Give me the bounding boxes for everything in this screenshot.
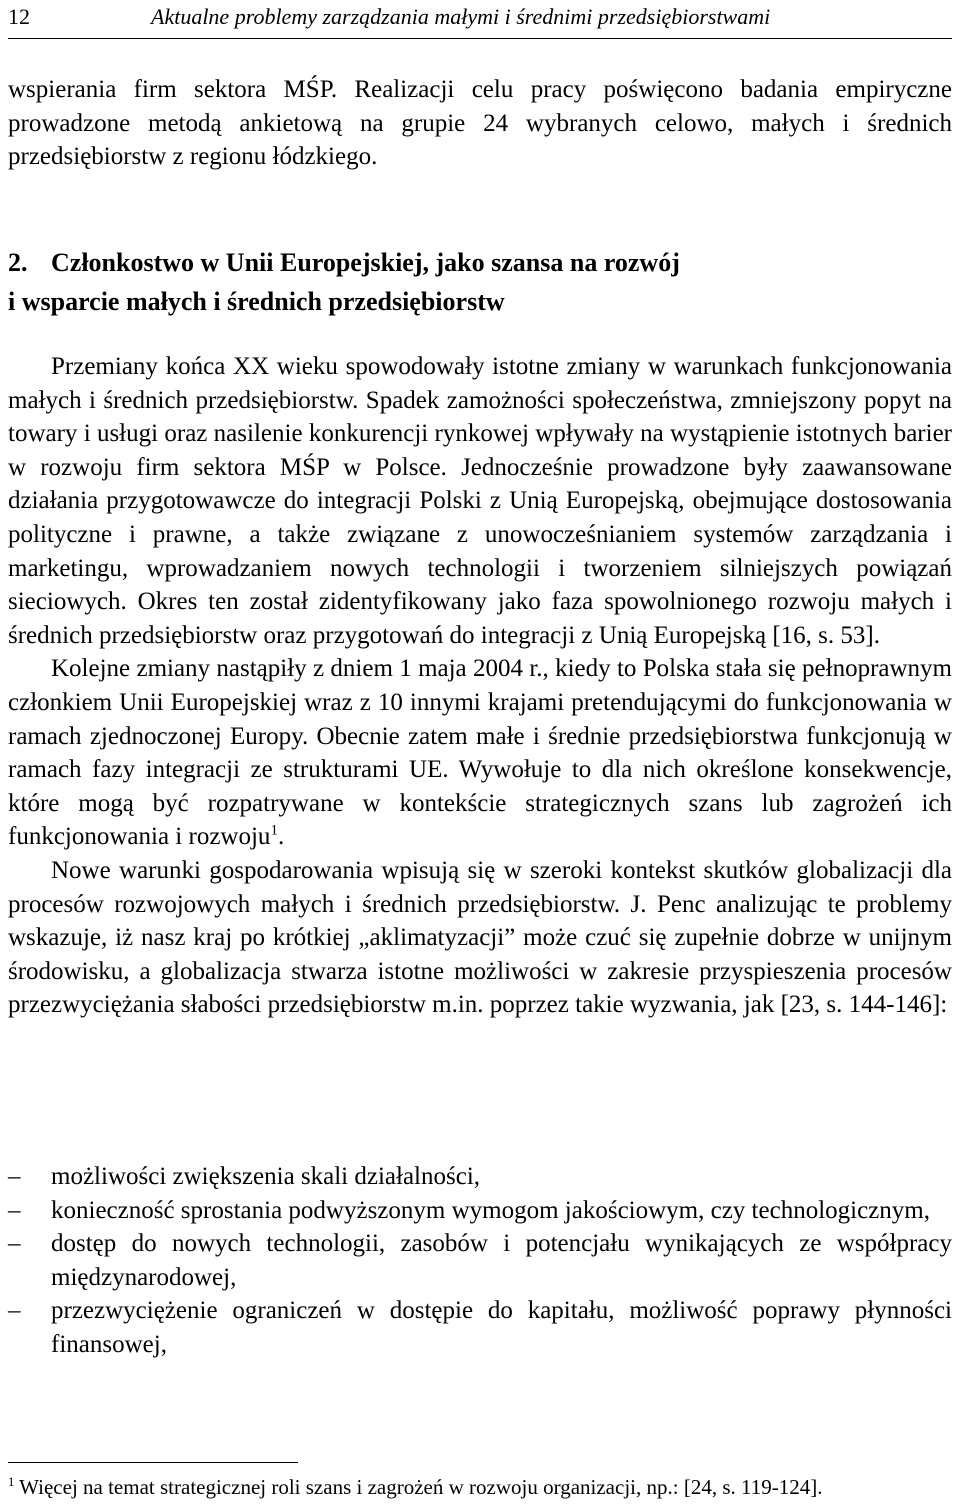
paragraph-2-text: Kolejne zmiany nastąpiły z dniem 1 maja 2004 r., kiedy to Polska stała się pełnoprawnym członkiem Unii Europejskiej wraz z 10 innymi krajami pretendującymi do funkcjonowania w ramach zjednoczonej Europy. Obecnie zatem małe i średnie przedsiębiorstwa funkcjonują w ramach fazy integracji ze strukturami UE. Wywołuje to dla nich określone konsekwencje, które mogą być rozpatrywane w kontekście strategicznych szans lub zagrożeń ich funkcjonowania i rozwoju (8, 655, 952, 851)
dash-icon: – (8, 1196, 21, 1224)
footnote-text: Więcej na temat strategicznej roli szans i zagrożeń w rozwoju organizacji, np.: [24, s. 119-124]. (14, 1475, 823, 1499)
footnote (8, 1473, 822, 1501)
list-item-text: konieczność sprostania podwyższonym wymogom jakościowym, czy technologicznym, (51, 1196, 930, 1224)
paragraph-3: Nowe warunki gospodarowania wpisują się w szeroki kontekst skutków globalizacji dla procesów rozwojowych małych i średnich przedsiębiorstw. J. Penc analizując te problemy wskazuje, iż nasz kraj po krótkiej „aklimatyzacji” może czuć się zupełnie dobrze w unijnym środowisku, a globalizacja stwarza istotne możliwości w zakresie przyspieszenia procesów przezwyciężania słabości przedsiębiorstw m.in. poprzez takie wyzwania, jak [23, s. 144-146]: (8, 856, 952, 1019)
footnote-number: 1 (8, 1475, 15, 1489)
list-item (8, 1160, 952, 1194)
section-title-line1: Członkostwo w Unii Europejskiej, jako szansa na rozwój (51, 248, 680, 277)
section-title-line2: i wsparcie małych i średnich przedsiębiorstw (8, 287, 505, 316)
intro-paragraph: wspierania firm sektora MŚP. Realizacji celu pracy poświęcono badania empiryczne prowadzone metodą ankietową na grupie 24 wybranych celowo, małych i średnich przedsiębiorstw z regionu łódzkiego. (8, 76, 952, 171)
journal-title: Aktualne problemy zarządzania małymi i średnimi przedsiębiorstwami (151, 4, 771, 29)
dash-icon: – (8, 1163, 21, 1190)
list-item-text: możliwości zwiększenia skali działalności, (51, 1163, 481, 1190)
section-number: 2. (8, 248, 28, 277)
bullet-list (8, 1160, 952, 1362)
list-item (8, 1227, 952, 1294)
paragraph-1: Przemiany końca XX wieku spowodowały istotne zmiany w warunkach funkcjonowania małych i średnich przedsiębiorstw. Spadek zamożności społeczeństwa, zmniejszony popyt na towary i usługi oraz nasilenie konkurencji rynkowej wpływały na wystąpienie istotnych barier w rozwoju firm sektora MŚP w Polsce. Jednocześnie prowadzone były zaawansowane działania przygotowawcze do integracji Polski z Unią Europejską, obejmujące dostosowania polityczne i prawne, a także związane z unowocześnianiem systemów zarządzania i marketingu, wprowadzaniem nowych technologii i tworzeniem silniejszych powiązań sieciowych. Okres ten został zidentyfikowany jako faza spowolnionego rozwoju małych i średnich przedsiębiorstw oraz przygotowań do integracji z Unią Europejską [16, s. 53]. (8, 353, 952, 649)
section-heading (8, 243, 680, 321)
paragraph-2-end: . (277, 823, 285, 851)
intro-paragraph-block (8, 73, 952, 174)
footnote-ref: 1 (270, 822, 278, 839)
list-item-text: przezwyciężenie ograniczeń w dostępie do kapitału, możliwość poprawy płynności finansowej, (51, 1297, 952, 1358)
dash-icon: – (8, 1297, 21, 1325)
list-item (8, 1194, 952, 1228)
dash-icon: – (8, 1230, 21, 1258)
main-text-block (8, 350, 952, 1022)
running-header (8, 0, 952, 39)
list-item-text: dostęp do nowych technologii, zasobów i potencjału wynikających ze współpracy międzynarodowej, (51, 1230, 952, 1291)
footnote-rule (8, 1462, 298, 1463)
paragraph-2 (8, 652, 952, 854)
list-item (8, 1294, 952, 1361)
page-number: 12 (8, 4, 30, 29)
